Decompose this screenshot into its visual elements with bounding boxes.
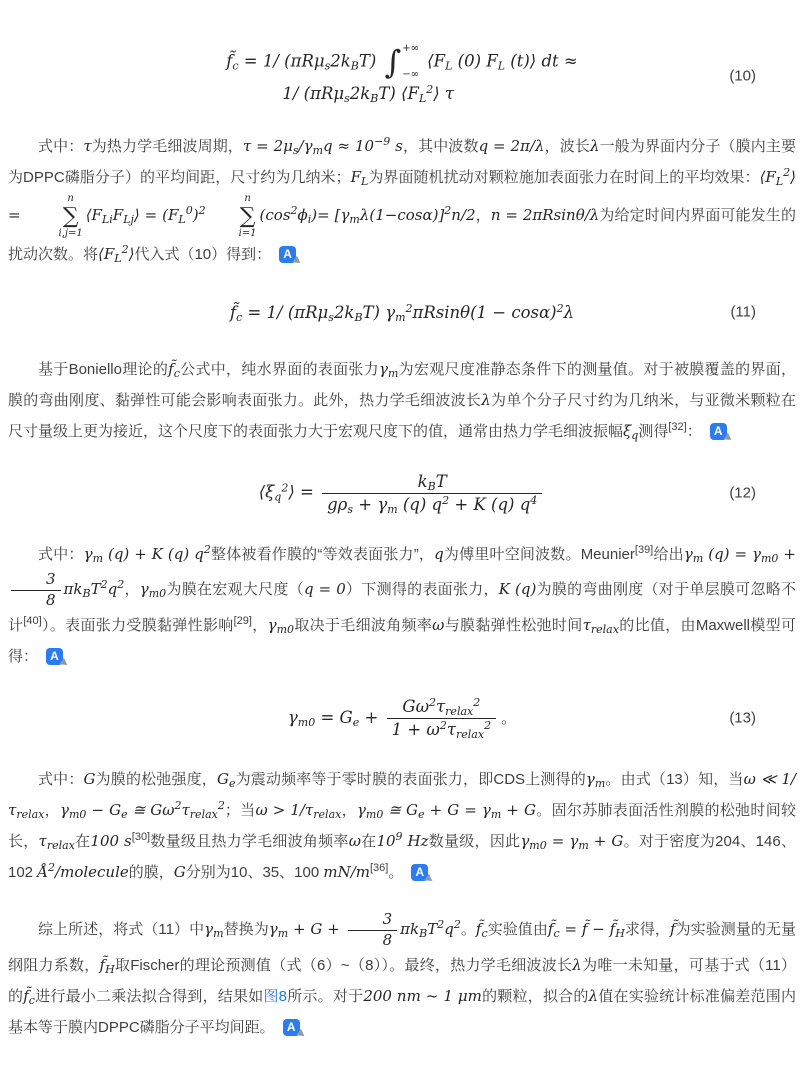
paragraph-1 <box>8 131 796 270</box>
paragraph-4 <box>8 764 796 888</box>
translate-icon-letter: A <box>415 865 425 880</box>
equation-11 <box>8 294 796 330</box>
equation-12-formula <box>259 471 546 515</box>
equation-10 <box>8 44 796 107</box>
equation-10-formula <box>226 44 577 107</box>
equation-13-number: (13) <box>729 709 756 727</box>
paragraph-5 <box>8 910 796 1043</box>
paragraph-5-text-a: 综上所述，将式（11）中$\gamma_m$替换为$\gamma_m + G$ + $\frac{3}{8}$ $\pi k_BT^2q^2$。$f̃_c$实验值由$f̃_c$ = f̃ − $f̃_H$求得，f̃为实验测量的无量纲阻力系数，$f̃_H$取Fischer的理论预测值（式（6）~（8））。最终，热力学毛细波波长λ为唯一未知量，可基于式（11）的$f̃_c$进行最小二乘法拟合得到，结果如 <box>8 910 796 1008</box>
translate-icon[interactable] <box>710 423 727 440</box>
paragraph-2 <box>8 354 796 447</box>
translate-icon[interactable] <box>46 648 63 665</box>
figure-8-link[interactable]: 图8 <box>263 988 287 1006</box>
equation-10-line-2: 1/ $(\pi R\mu_s2k_BT)$ $⟨F_L^2⟩$ τ <box>282 83 455 105</box>
equation-12-number: (12) <box>729 484 756 502</box>
translate-icon-letter: A <box>286 1020 296 1035</box>
equation-13-line-1 <box>288 696 516 740</box>
equation-12 <box>8 471 796 515</box>
equation-11-line-1: $f̃_c = 1/$ $(\pi R\mu_s2k_BT) \gamma_m^2\pi Rsin\theta(1 - \cos\alpha)^2\lambda$ <box>229 301 575 324</box>
translate-icon[interactable] <box>283 1019 300 1036</box>
paragraph-2-text: 基于Boniello理论的$f̃_c$公式中，纯水界面的表面张力$\gamma_m$为宏观尺度准静态条件下的测量值。对于被膜覆盖的界面，膜的弯曲刚度、黏弹性可能会影响表面张力。此外，热力学毛细波波长λ为单个分子尺寸约为几纳米，与亚微米颗粒在尺寸量级上更为接近，这个尺度下的表面张力大于宏观尺度下的值，通常由热力学毛细波振幅$\xi_q$测得[32]： <box>8 360 796 443</box>
paragraph-3-text: 式中：$\gamma_m$ (q) + K (q) $q^2$整体被看作膜的“等效表面张力”，q为傅里叶空间波数。Meunier[39]给出$\gamma_m$ $(q) = \gamma_{m0}$ + $\frac{3}{8}$ $\pi k_BT^2q^2$，$\gamma_{m0}$为膜在宏观大尺度（q = 0）下测得的表面张力，K (q)为膜的弯曲刚度（对于单层膜可忽略不计[40]）。表面张力受膜黏弹性影响[29]，$\gamma_{m0}$取决于毛细波角频率ω与膜黏弹性松弛时间$\tau_{relax}$的比值，由Maxwell模型可得： <box>8 543 796 666</box>
translate-cursor-icon <box>292 256 302 267</box>
equation-13-period: 。 <box>501 709 517 727</box>
equation-10-number: (10) <box>729 67 756 85</box>
equation-11-number: (11) <box>730 303 756 321</box>
translate-icon-letter: A <box>283 247 292 262</box>
equation-11-formula <box>230 299 574 326</box>
equation-12-line-1: $⟨\xi_q^2⟩$ = $\frac{k_BT}{g\rho_s + \gamma_m (q) q^2 + K (q) q^4}$ <box>259 471 546 515</box>
translate-icon[interactable] <box>411 864 428 881</box>
equation-13 <box>8 696 796 740</box>
equation-13-formula-text: $\gamma_{m0} = G_e$ + $\frac{G\omega^2\tau_{relax}^2}{1 + \omega^2\tau_{relax}^2}$ <box>288 708 499 727</box>
equation-13-formula <box>288 696 516 740</box>
paragraph-3 <box>8 539 796 672</box>
translate-cursor-icon <box>425 874 435 885</box>
translate-icon-letter: A <box>713 424 723 439</box>
equation-10-line-1: $f̃_c = 1/$ $(\pi R\mu_s2k_BT)$ ∫ +∞ −∞ $⟨F_L$ (0) $F_L$ (t)⟩ dt ≈ <box>226 43 578 81</box>
paragraph-5-text-b: 所示。对于200 nm ~ 1 μm的颗粒，拟合的λ值在实验统计标准偏差范围内基本等于膜内DPPC磷脂分子平均间距。 <box>8 987 796 1037</box>
translate-icon-letter: A <box>50 649 59 664</box>
paragraph-1-text: 式中：τ为热力学毛细波周期，$\tau = 2\mu_s/\gamma_mq \approx 10^{-9}$ s，其中波数q = 2π/λ，波长λ一般为界面内分子（膜内主要为DPPC磷脂分子）的平均间距，尺寸约为几纳米；$F_L$为界面随机扰动对颗粒施加表面张力在时间上的平均效果：$⟨F_L^2⟩$ = n ∑ i,j=1 $⟨F_{Li}F_{Lj}⟩ = (F_L^0)^2$ n ∑ i=1 $(\cos^2\phi_i)= [\gamma_m\lambda(1-\cos\alpha)]^2n/2$，n = 2πRsinθ/λ为给定时间内界面可能发生的扰动次数。将$⟨F_L^2⟩$代入式（10）得到： <box>8 135 796 266</box>
translate-icon[interactable] <box>279 246 296 263</box>
paragraph-4-text: 式中：G为膜的松弛强度，$G_e$为震动频率等于零时膜的表面张力，即CDS上测得的$\gamma_m$。由式（13）知，当ω ≪ $1/\tau_{relax}$，$\gamma_{m0} - G_e$ ≅ $G\omega^2\tau_{relax}^2$；当$\omega > 1/\tau_{relax}$，$\gamma_{m0}$ ≅ $G_e + G = \gamma_m + G$。固尔苏肺表面活性剂膜的松弛时间较长，$\tau_{relax}$在100 s[30]数量级且热力学毛细波角频率ω在$10^9$ Hz数量级，因此$\gamma_{m0} = \gamma_m + G$。对于密度为204、146、102 $Å^2$/molecule的膜，G分别为10、35、100 mN/m[36]。 <box>8 770 796 882</box>
